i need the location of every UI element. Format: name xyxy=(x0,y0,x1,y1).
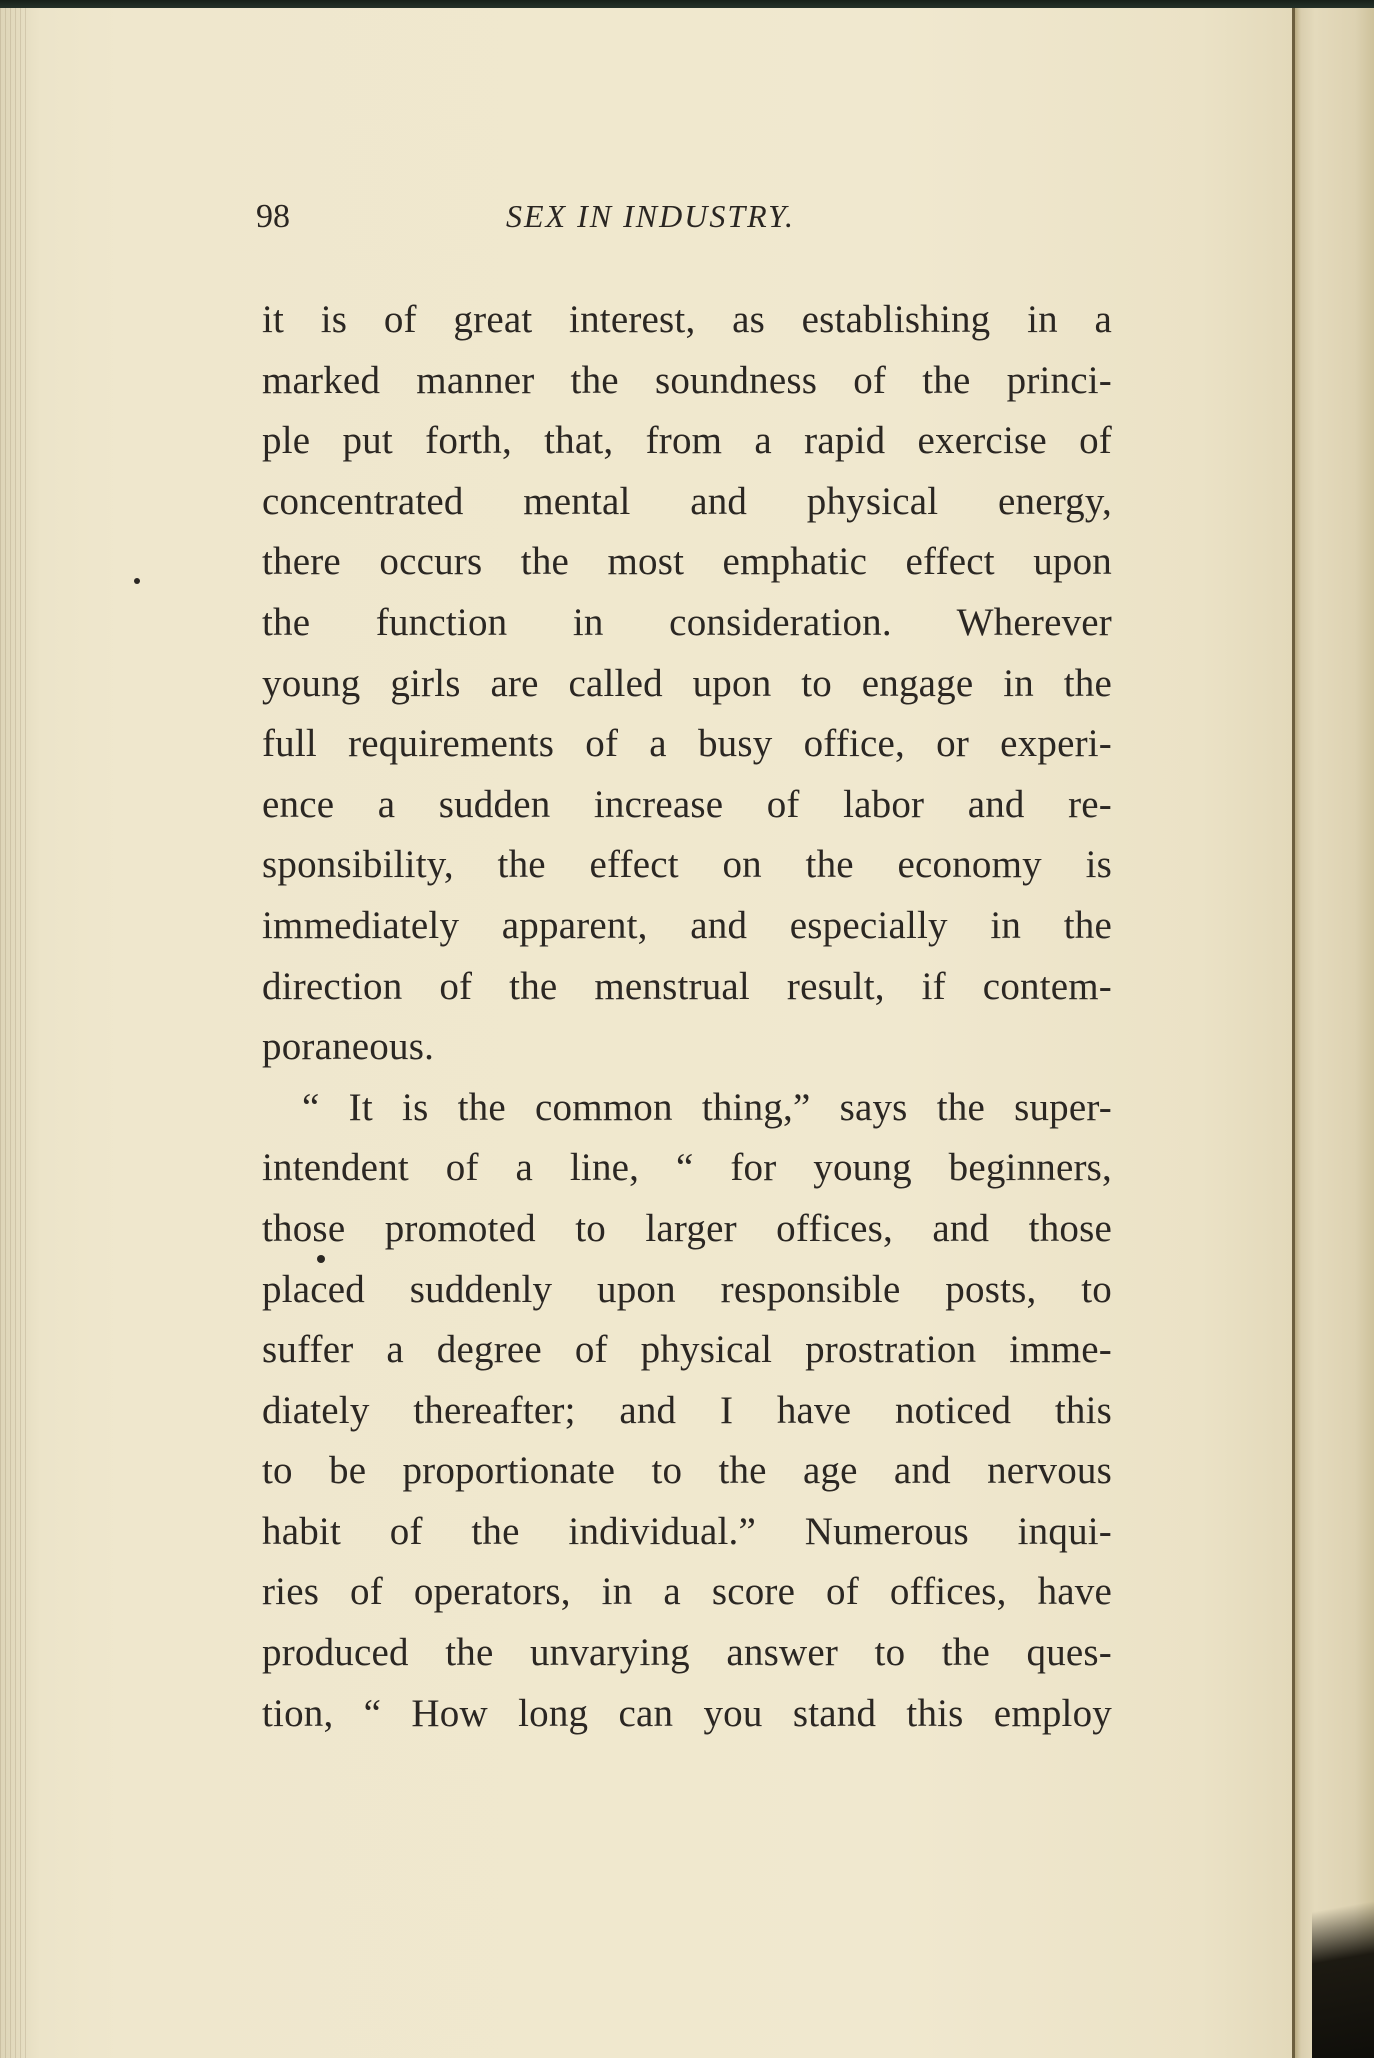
ink-speck xyxy=(134,578,140,584)
text-line: “ It is the common thing,” says the super- xyxy=(302,1085,1112,1129)
text-line: ries of operators, in a score of offices, have xyxy=(262,1570,1112,1614)
text-line: concentrated mental and physical energy, xyxy=(262,479,1112,523)
ink-speck xyxy=(317,1255,325,1263)
text-line: to be proportionate to the age and nervous xyxy=(262,1449,1112,1493)
text-line: immediately apparent, and especially in the xyxy=(262,903,1112,947)
text-line: full requirements of a busy office, or experi- xyxy=(262,722,1112,766)
text-line: the function in consideration. Wherever xyxy=(262,600,1112,644)
text-line: produced the unvarying answer to the ques- xyxy=(262,1631,1112,1675)
text-line: habit of the individual.” Numerous inqui- xyxy=(262,1509,1112,1553)
text-line: marked manner the soundness of the princi- xyxy=(262,358,1112,402)
text-line: direction of the menstrual result, if contem- xyxy=(262,964,1112,1008)
text-line: suffer a degree of physical prostration imme- xyxy=(262,1328,1112,1372)
page-stack-edge xyxy=(0,8,28,2058)
text-line: young girls are called upon to engage in the xyxy=(262,661,1112,705)
body-text xyxy=(262,290,1112,1744)
text-line: tion, “ How long can you stand this employ xyxy=(262,1691,1112,1735)
text-line: ence a sudden increase of labor and re- xyxy=(262,782,1112,826)
page-number: 98 xyxy=(256,198,290,235)
running-head xyxy=(256,198,1116,258)
running-title: SEX IN INDUSTRY. xyxy=(506,198,795,234)
text-line: there occurs the most emphatic effect upon xyxy=(262,540,1112,584)
book-cover-shadow xyxy=(1312,1720,1374,2058)
text-line: those promoted to larger offices, and those xyxy=(262,1206,1112,1250)
text-line: sponsibility, the effect on the economy is xyxy=(262,843,1112,887)
text-line: it is of great interest, as establishing in a xyxy=(262,298,1112,341)
text-line: diately thereafter; and I have noticed this xyxy=(262,1388,1112,1432)
text-line: poraneous. xyxy=(262,1025,435,1069)
text-line: ple put forth, that, from a rapid exercise of xyxy=(262,419,1112,463)
text-line: intendent of a line, “ for young beginners, xyxy=(262,1146,1112,1190)
text-line: placed suddenly upon responsible posts, to xyxy=(262,1267,1112,1311)
